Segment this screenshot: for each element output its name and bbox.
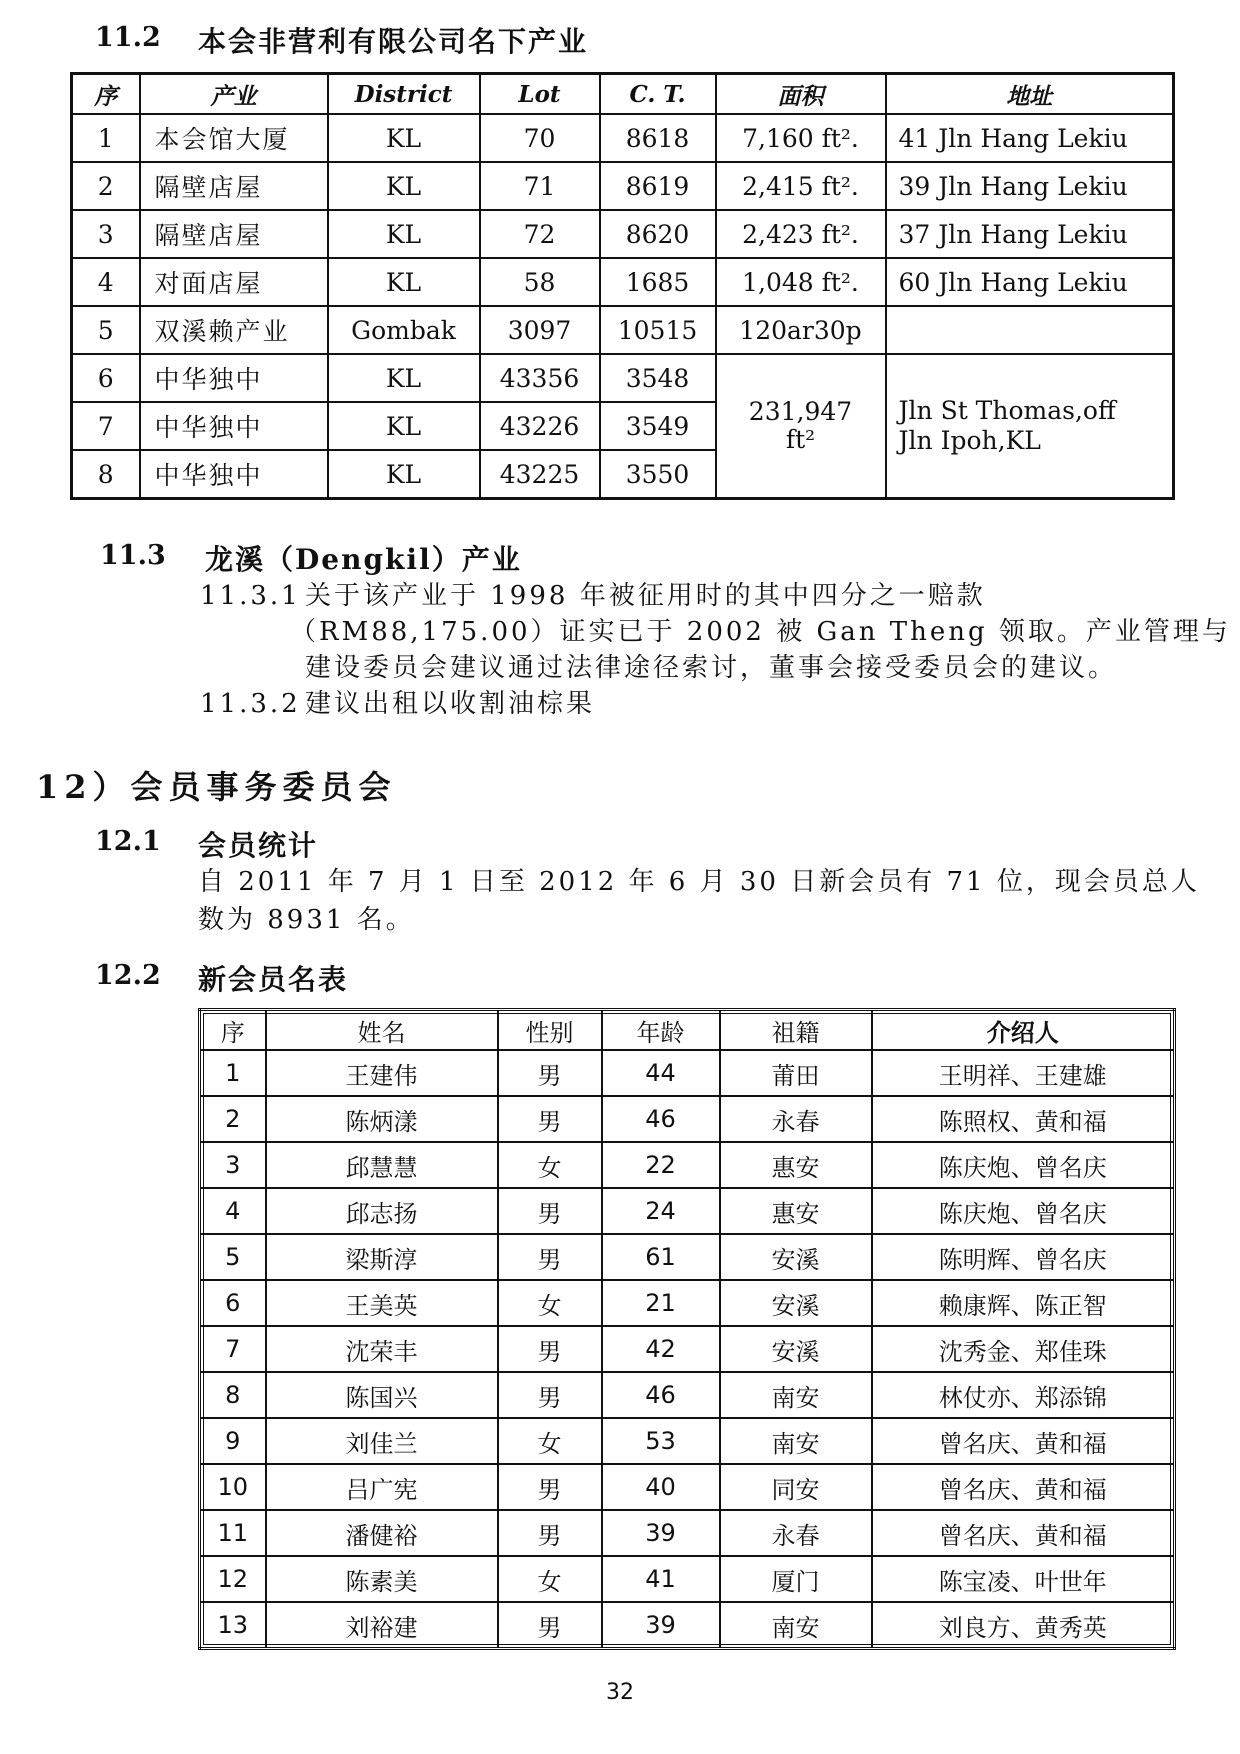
cell-district: KL — [328, 210, 480, 258]
cell-no: 7 — [72, 402, 140, 450]
cell-gender: 女 — [498, 1142, 602, 1188]
cell-area-merged — [716, 354, 886, 499]
cell-name: 王美英 — [266, 1280, 498, 1326]
cell-name: 刘佳兰 — [266, 1418, 498, 1464]
cell-ancestral-home: 同安 — [720, 1464, 872, 1510]
merged-area-unit: ft² — [785, 425, 816, 454]
cell-lot: 72 — [480, 210, 600, 258]
cell-no: 8 — [200, 1372, 266, 1418]
cell-district: KL — [328, 162, 480, 210]
table-row — [200, 1510, 1175, 1556]
table-row — [200, 1602, 1175, 1649]
cell-age: 46 — [602, 1372, 720, 1418]
cell-gender: 女 — [498, 1418, 602, 1464]
cell-address: 60 Jln Hang Lekiu — [886, 258, 1174, 306]
cell-name: 陈国兴 — [266, 1372, 498, 1418]
cell-age: 46 — [602, 1096, 720, 1142]
cell-no: 11 — [200, 1510, 266, 1556]
cell-ct: 3548 — [600, 354, 716, 402]
cell-name: 刘裕建 — [266, 1602, 498, 1649]
cell-introducer: 赖康辉、陈正智 — [872, 1280, 1175, 1326]
cell-property: 本会馆大厦 — [140, 114, 328, 162]
cell-gender: 男 — [498, 1188, 602, 1234]
table-row — [72, 114, 1174, 162]
cell-no: 3 — [200, 1142, 266, 1188]
cell-address — [886, 306, 1174, 354]
table-row — [200, 1050, 1175, 1096]
cell-gender: 男 — [498, 1234, 602, 1280]
cell-ancestral-home: 惠安 — [720, 1188, 872, 1234]
cell-no: 2 — [72, 162, 140, 210]
cell-property: 中华独中 — [140, 354, 328, 402]
cell-introducer: 曾名庆、黄和福 — [872, 1418, 1175, 1464]
cell-no: 13 — [200, 1602, 266, 1649]
item-11-3-1-line1: 关于该产业于 1998 年被征用时的其中四分之一赔款 — [305, 581, 986, 611]
cell-no: 5 — [200, 1234, 266, 1280]
cell-introducer: 曾名庆、黄和福 — [872, 1510, 1175, 1556]
cell-ct: 8619 — [600, 162, 716, 210]
item-11-3-2-text: 建议出租以收割油棕果 — [305, 689, 596, 719]
table-row — [200, 1234, 1175, 1280]
cell-area: 7,160 ft². — [716, 114, 886, 162]
cell-ancestral-home: 永春 — [720, 1510, 872, 1556]
members-table-header — [200, 1010, 1175, 1051]
cell-gender: 男 — [498, 1372, 602, 1418]
cell-name: 邱慧慧 — [266, 1142, 498, 1188]
cell-no: 2 — [200, 1096, 266, 1142]
cell-introducer: 陈宝凌、叶世年 — [872, 1556, 1175, 1602]
cell-lot: 43225 — [480, 450, 600, 499]
section-12-1-number: 12.1 — [95, 826, 161, 857]
cell-ct: 3549 — [600, 402, 716, 450]
cell-age: 61 — [602, 1234, 720, 1280]
header-no: 序 — [72, 74, 140, 115]
header-property: 产业 — [140, 74, 328, 115]
cell-name: 邱志扬 — [266, 1188, 498, 1234]
members-table-body — [200, 1050, 1175, 1649]
section-12-2-number: 12.2 — [95, 960, 161, 991]
cell-age: 40 — [602, 1464, 720, 1510]
cell-age: 44 — [602, 1050, 720, 1096]
cell-property: 双溪赖产业 — [140, 306, 328, 354]
cell-gender: 男 — [498, 1464, 602, 1510]
cell-introducer: 王明祥、王建雄 — [872, 1050, 1175, 1096]
cell-ancestral-home: 南安 — [720, 1602, 872, 1649]
cell-ancestral-home: 厦门 — [720, 1556, 872, 1602]
table-row — [72, 306, 1174, 354]
table-row — [200, 1280, 1175, 1326]
cell-gender: 男 — [498, 1510, 602, 1556]
table-row — [72, 258, 1174, 306]
page-number: 32 — [606, 1680, 634, 1705]
cell-gender: 女 — [498, 1556, 602, 1602]
cell-lot: 43356 — [480, 354, 600, 402]
cell-age: 39 — [602, 1510, 720, 1556]
cell-district: KL — [328, 258, 480, 306]
table-row — [200, 1556, 1175, 1602]
header-no: 序 — [200, 1010, 266, 1051]
section-12-1-line1: 自 2011 年 7 月 1 日至 2012 年 6 月 30 日新会员有 71 位，现会员总人 — [198, 867, 1200, 897]
cell-age: 24 — [602, 1188, 720, 1234]
cell-no: 7 — [200, 1326, 266, 1372]
cell-property: 对面店屋 — [140, 258, 328, 306]
cell-ancestral-home: 安溪 — [720, 1326, 872, 1372]
item-11-3-1-line3: 建设委员会建议通过法律途径索讨，董事会接受委员会的建议。 — [305, 653, 1118, 683]
header-lot: Lot — [480, 74, 600, 115]
cell-ancestral-home: 惠安 — [720, 1142, 872, 1188]
cell-lot: 71 — [480, 162, 600, 210]
section-11-3-number: 11.3 — [100, 540, 166, 571]
cell-ancestral-home: 安溪 — [720, 1280, 872, 1326]
cell-area: 120ar30p — [716, 306, 886, 354]
cell-age: 39 — [602, 1602, 720, 1649]
cell-no: 9 — [200, 1418, 266, 1464]
cell-no: 12 — [200, 1556, 266, 1602]
cell-no: 8 — [72, 450, 140, 499]
cell-introducer: 陈庆炮、曾名庆 — [872, 1142, 1175, 1188]
section-11-3-title: 龙溪（Dengkil）产业 — [205, 543, 522, 576]
cell-ct: 8618 — [600, 114, 716, 162]
cell-address-merged — [886, 354, 1174, 499]
header-area: 面积 — [716, 74, 886, 115]
new-members-table — [198, 1008, 1176, 1650]
table-row — [200, 1096, 1175, 1142]
cell-no: 10 — [200, 1464, 266, 1510]
header-district: District — [328, 74, 480, 115]
cell-property: 隔壁店屋 — [140, 162, 328, 210]
cell-ct: 8620 — [600, 210, 716, 258]
cell-name: 梁斯淳 — [266, 1234, 498, 1280]
cell-district: KL — [328, 402, 480, 450]
cell-ct: 1685 — [600, 258, 716, 306]
section-12-1-line2: 数为 8931 名。 — [198, 905, 415, 935]
cell-gender: 男 — [498, 1602, 602, 1649]
cell-no: 6 — [72, 354, 140, 402]
cell-ancestral-home: 永春 — [720, 1096, 872, 1142]
merged-address-line1: Jln St Thomas,off — [898, 396, 1116, 425]
cell-gender: 女 — [498, 1280, 602, 1326]
cell-gender: 男 — [498, 1096, 602, 1142]
cell-introducer: 陈照权、黄和福 — [872, 1096, 1175, 1142]
cell-gender: 男 — [498, 1326, 602, 1372]
property-table-header — [72, 74, 1174, 115]
table-row — [72, 162, 1174, 210]
table-row — [200, 1464, 1175, 1510]
cell-introducer: 刘良方、黄秀英 — [872, 1602, 1175, 1649]
cell-introducer: 沈秀金、郑佳珠 — [872, 1326, 1175, 1372]
cell-district: KL — [328, 354, 480, 402]
table-row — [200, 1326, 1175, 1372]
cell-ancestral-home: 莆田 — [720, 1050, 872, 1096]
cell-name: 吕广宪 — [266, 1464, 498, 1510]
cell-lot: 58 — [480, 258, 600, 306]
table-row — [72, 354, 1174, 402]
cell-introducer: 林仗亦、郑添锦 — [872, 1372, 1175, 1418]
cell-area: 1,048 ft². — [716, 258, 886, 306]
item-11-3-1-number: 11.3.1 — [200, 581, 301, 611]
cell-lot: 70 — [480, 114, 600, 162]
section-11-2-title: 本会非营利有限公司名下产业 — [198, 25, 589, 58]
header-ancestral-home: 祖籍 — [720, 1010, 872, 1051]
property-table — [70, 72, 1175, 500]
cell-district: Gombak — [328, 306, 480, 354]
section-12-1-title: 会员统计 — [198, 829, 319, 862]
cell-name: 沈荣丰 — [266, 1326, 498, 1372]
cell-age: 22 — [602, 1142, 720, 1188]
cell-ancestral-home: 南安 — [720, 1372, 872, 1418]
header-introducer: 介绍人 — [872, 1010, 1175, 1051]
cell-gender: 男 — [498, 1050, 602, 1096]
cell-no: 4 — [72, 258, 140, 306]
cell-no: 3 — [72, 210, 140, 258]
cell-name: 潘健裕 — [266, 1510, 498, 1556]
cell-area: 2,415 ft². — [716, 162, 886, 210]
merged-address-line2: Jln Ipoh,KL — [898, 426, 1041, 455]
merged-area-value: 231,947 — [748, 397, 853, 426]
cell-district: KL — [328, 114, 480, 162]
cell-ct: 3550 — [600, 450, 716, 499]
cell-area: 2,423 ft². — [716, 210, 886, 258]
cell-no: 4 — [200, 1188, 266, 1234]
cell-address: 39 Jln Hang Lekiu — [886, 162, 1174, 210]
cell-introducer: 陈明辉、曾名庆 — [872, 1234, 1175, 1280]
header-name: 姓名 — [266, 1010, 498, 1051]
header-age: 年龄 — [602, 1010, 720, 1051]
cell-no: 5 — [72, 306, 140, 354]
item-11-3-1-line2: （RM88,175.00）证实已于 2002 被 Gan Theng 领取。产业管理与 — [290, 617, 1231, 647]
cell-address: 41 Jln Hang Lekiu — [886, 114, 1174, 162]
table-row — [200, 1142, 1175, 1188]
cell-ancestral-home: 安溪 — [720, 1234, 872, 1280]
cell-no: 1 — [72, 114, 140, 162]
cell-ct: 10515 — [600, 306, 716, 354]
cell-property: 隔壁店屋 — [140, 210, 328, 258]
cell-district: KL — [328, 450, 480, 499]
cell-lot: 3097 — [480, 306, 600, 354]
cell-name: 陈素美 — [266, 1556, 498, 1602]
table-row — [200, 1372, 1175, 1418]
header-address: 地址 — [886, 74, 1174, 115]
cell-address: 37 Jln Hang Lekiu — [886, 210, 1174, 258]
cell-ancestral-home: 南安 — [720, 1418, 872, 1464]
cell-property: 中华独中 — [140, 450, 328, 499]
cell-introducer: 陈庆炮、曾名庆 — [872, 1188, 1175, 1234]
cell-no: 1 — [200, 1050, 266, 1096]
cell-introducer: 曾名庆、黄和福 — [872, 1464, 1175, 1510]
cell-age: 42 — [602, 1326, 720, 1372]
cell-age: 21 — [602, 1280, 720, 1326]
cell-property: 中华独中 — [140, 402, 328, 450]
section-11-2-number: 11.2 — [95, 22, 161, 53]
cell-name: 陈炳漾 — [266, 1096, 498, 1142]
table-row — [200, 1188, 1175, 1234]
cell-age: 53 — [602, 1418, 720, 1464]
header-ct: C. T. — [600, 74, 716, 115]
cell-no: 6 — [200, 1280, 266, 1326]
table-row — [72, 210, 1174, 258]
table-row — [200, 1418, 1175, 1464]
cell-name: 王建伟 — [266, 1050, 498, 1096]
section-12-2-title: 新会员名表 — [198, 963, 349, 996]
cell-age: 41 — [602, 1556, 720, 1602]
item-11-3-2-number: 11.3.2 — [200, 689, 301, 719]
cell-lot: 43226 — [480, 402, 600, 450]
header-gender: 性别 — [498, 1010, 602, 1051]
section-12-title: 12）会员事务委员会 — [36, 768, 397, 806]
